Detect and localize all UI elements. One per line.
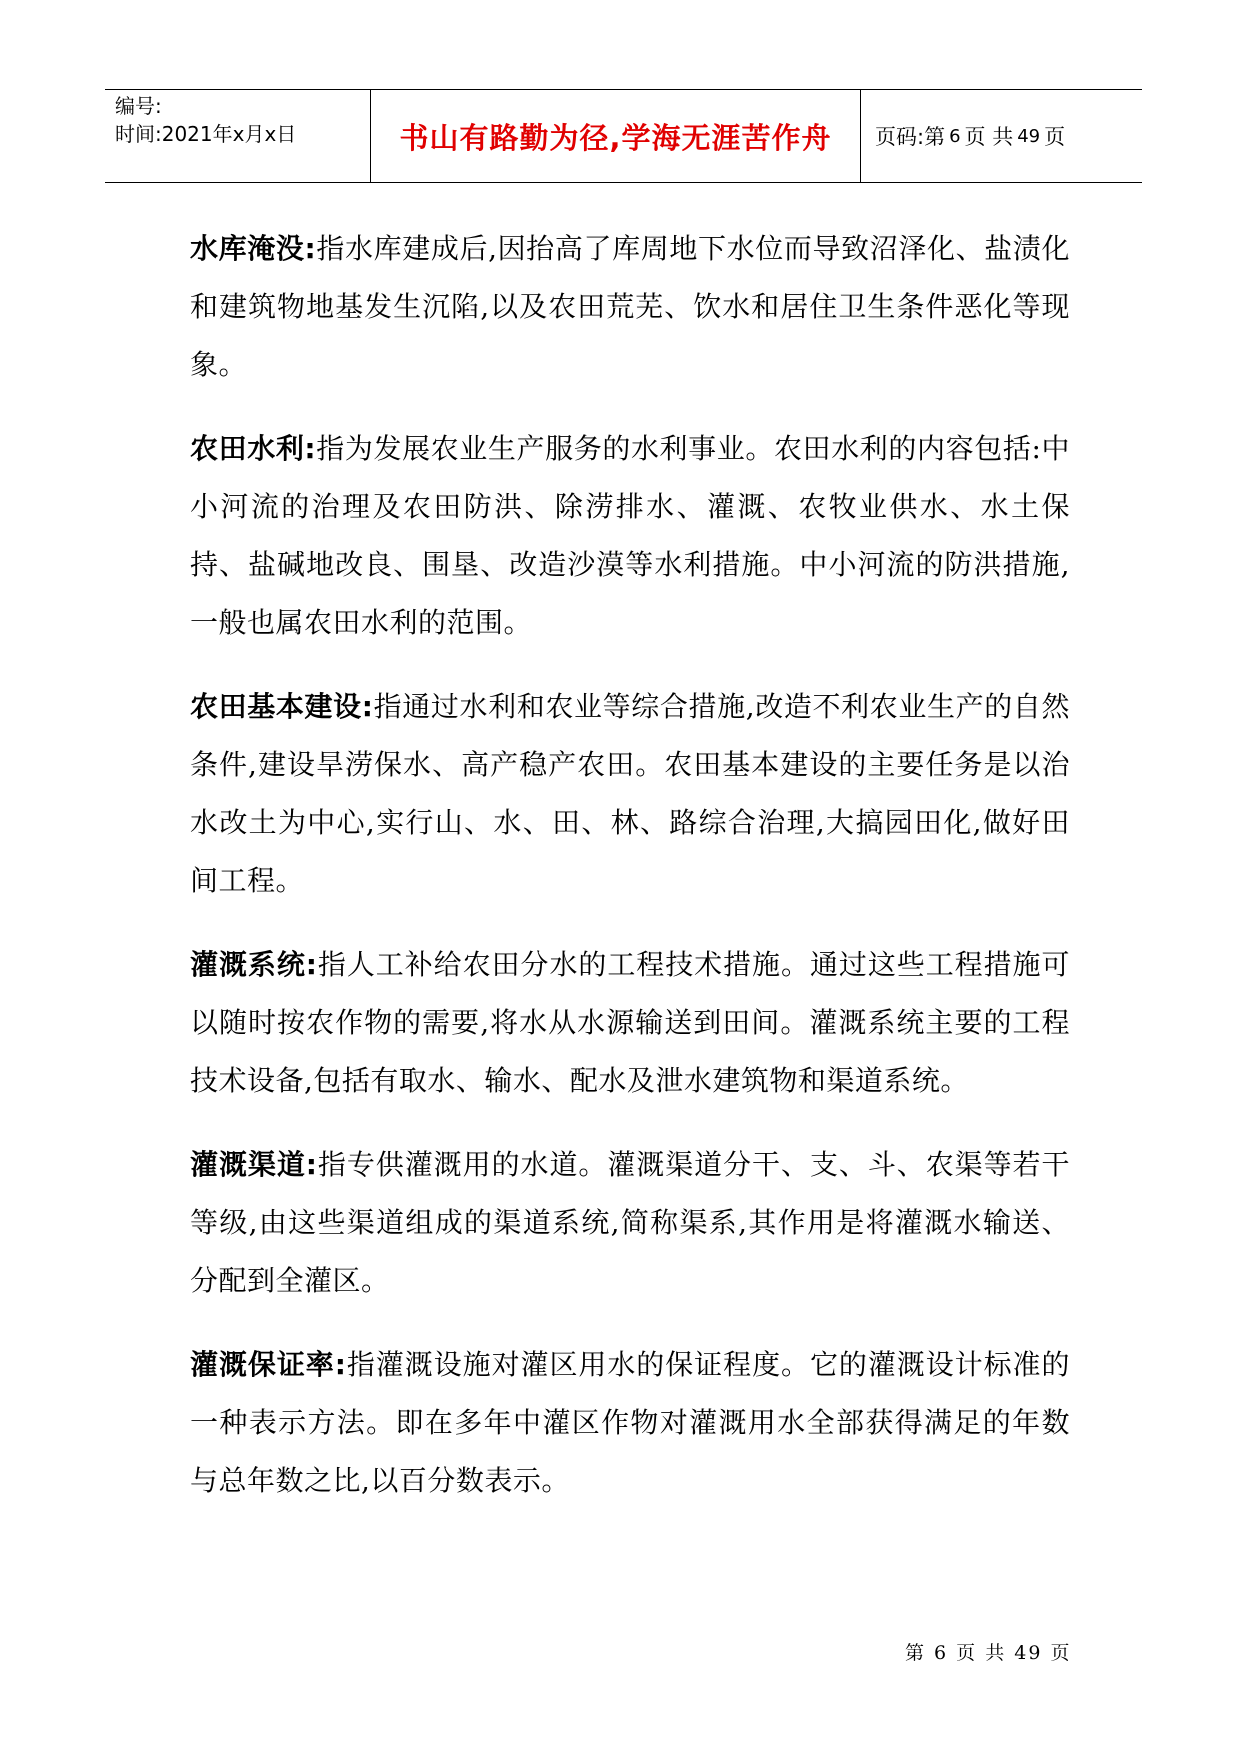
page-footer: 第 6 页 共 49 页	[905, 1642, 1072, 1664]
entry-irrigation-guarantee-rate	[190, 1336, 1070, 1510]
page-header	[105, 89, 1142, 183]
document-number-label: 编号:	[115, 94, 162, 118]
entry-farmland-water-conservancy	[190, 420, 1070, 652]
header-page-total: 49	[1017, 125, 1041, 147]
header-page-indicator	[875, 90, 1065, 182]
entry-term: 农田水利:	[190, 432, 317, 465]
entry-irrigation-canal	[190, 1136, 1070, 1310]
entry-irrigation-system	[190, 936, 1070, 1110]
document-time-label: 时间:2021年x月x日	[115, 122, 297, 146]
entry-term: 灌溉渠道:	[190, 1148, 318, 1181]
header-page-middle: 页 共	[964, 125, 1014, 149]
header-motto: 书山有路勤为径,学海无涯苦作舟	[399, 120, 832, 155]
header-page-suffix: 页	[1044, 125, 1066, 149]
entry-definition: 指水库建成后,因抬高了库周地下水位而导致沼泽化、盐渍化和建筑物地基发生沉陷,以及农田荒芜、饮水和居住卫生条件恶化等现象。	[190, 232, 1070, 381]
entry-term: 灌溉系统:	[190, 948, 318, 981]
entry-term: 农田基本建设:	[190, 690, 374, 723]
entry-farmland-capital-construction	[190, 678, 1070, 910]
entry-term: 水库淹没:	[190, 232, 317, 265]
entry-definition: 指通过水利和农业等综合措施,改造不利农业生产的自然条件,建设旱涝保水、高产稳产农田。农田基本建设的主要任务是以治水改土为中心,实行山、水、田、林、路综合治理,大搞园田化,做好田间工程。	[190, 690, 1070, 897]
header-page-current: 6	[949, 125, 961, 147]
header-page-prefix: 页码:第	[875, 125, 946, 149]
document-body	[190, 220, 1070, 1536]
entry-reservoir-inundation	[190, 220, 1070, 394]
entry-definition: 指为发展农业生产服务的水利事业。农田水利的内容包括:中小河流的治理及农田防洪、除涝排水、灌溉、农牧业供水、水土保持、盐碱地改良、围垦、改造沙漠等水利措施。中小河流的防洪措施,一般也属农田水利的范围。	[190, 432, 1071, 639]
entry-definition: 指人工补给农田分水的工程技术措施。通过这些工程措施可以随时按农作物的需要,将水从水源输送到田间。灌溉系统主要的工程技术设备,包括有取水、输水、配水及泄水建筑物和渠道系统。	[190, 948, 1070, 1097]
entry-term: 灌溉保证率:	[190, 1348, 347, 1381]
header-divider-right	[860, 90, 861, 182]
entry-definition: 指专供灌溉用的水道。灌溉渠道分干、支、斗、农渠等若干等级,由这些渠道组成的渠道系统,简称渠系,其作用是将灌溉水输送、分配到全灌区。	[190, 1148, 1070, 1297]
entry-definition: 指灌溉设施对灌区用水的保证程度。它的灌溉设计标准的一种表示方法。即在多年中灌区作物对灌溉用水全部获得满足的年数与总年数之比,以百分数表示。	[190, 1348, 1070, 1497]
header-meta	[115, 92, 370, 148]
